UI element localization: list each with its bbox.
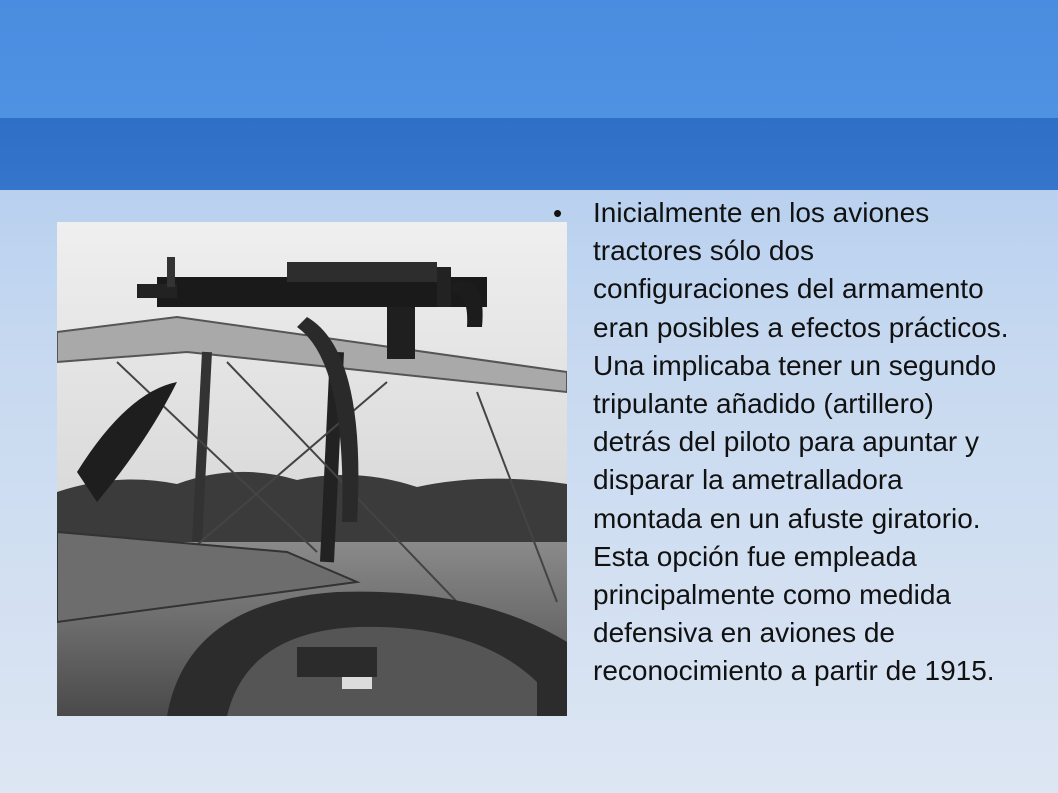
bullet-item <box>553 194 1023 691</box>
header-band-bottom <box>0 118 1058 190</box>
slide-header-band <box>0 0 1058 190</box>
bullet-text-block <box>553 194 1023 691</box>
header-band-top <box>0 0 1058 118</box>
machine-gun-photo-illustration <box>57 222 567 716</box>
bullet-paragraph: Inicialmente en los aviones tractores sólo dos configuraciones del armamento eran posibles a efectos prácticos. Una implicaba tener un segundo tripulante añadido (artillero) detrás del piloto para apuntar y disparar la ametralladora montada en un afuste giratorio. Esta opción fue empleada principalmente como medida defensiva en aviones de reconocimiento a partir de 1915. <box>593 197 1009 687</box>
bullet-marker: • <box>553 198 563 228</box>
machine-gun-photo <box>57 222 567 716</box>
